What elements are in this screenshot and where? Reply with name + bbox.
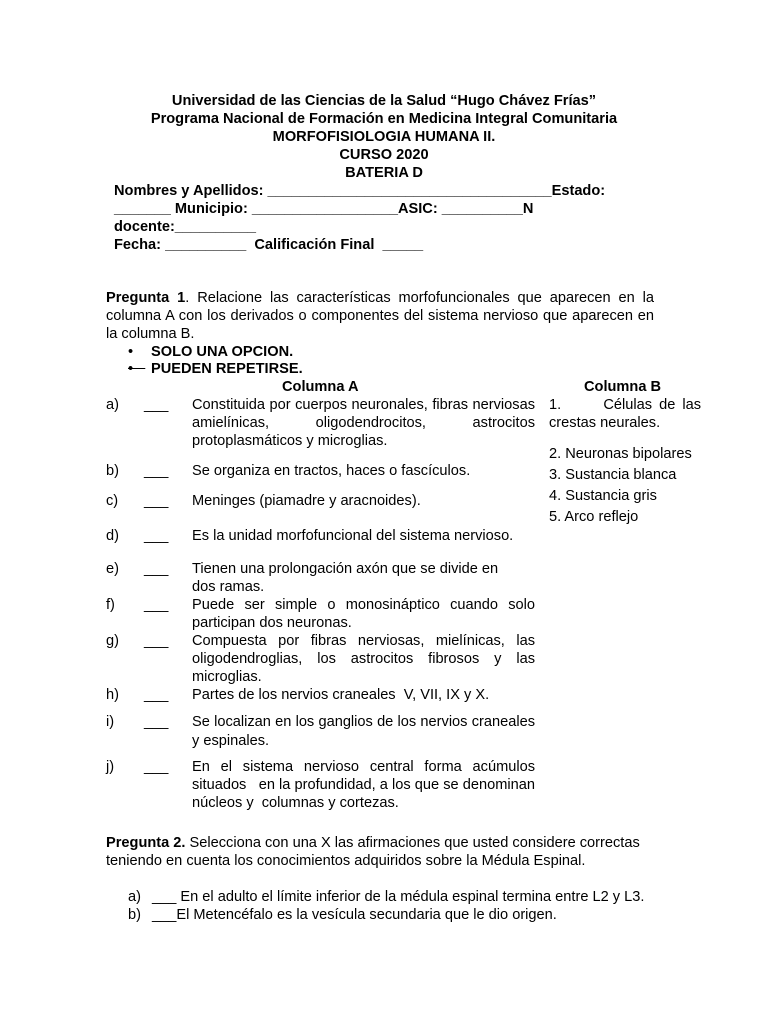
column-b-item-3: 3. Sustancia blanca bbox=[549, 467, 677, 483]
form-fecha[interactable]: Fecha: __________ bbox=[114, 237, 247, 253]
form-municipio-line[interactable]: _______ Municipio: __________________ASIC: __________N bbox=[114, 201, 534, 217]
bullet-dot-2: • bbox=[128, 361, 146, 377]
column-b-item-1: 1. Células de las crestas neurales. bbox=[549, 397, 706, 431]
item-letter: h) bbox=[106, 687, 119, 703]
answer-blank[interactable]: ___ bbox=[144, 714, 169, 730]
bullet-solo-una-opcion: SOLO UNA OPCION. bbox=[151, 344, 294, 360]
q2-item-letter-a: a) bbox=[128, 889, 141, 905]
column-b-item-2: 2. Neuronas bipolares bbox=[549, 446, 692, 462]
item-letter: c) bbox=[106, 493, 119, 509]
answer-blank[interactable]: ___ bbox=[144, 633, 169, 649]
item-text: Constituida por cuerpos neuronales, fibras nerviosas amielínicas, oligodendrocitos, astrocitos protoplasmáticos y microglias. bbox=[192, 397, 535, 449]
item-text: Tienen una prolongación axón que se divide en dos ramas. bbox=[192, 561, 499, 595]
answer-blank[interactable]: ___ bbox=[144, 561, 169, 577]
q2-item-a[interactable]: ___ En el adulto el límite inferior de la médula espinal termina entre L2 y L3. bbox=[152, 889, 645, 905]
item-letter: a) bbox=[106, 397, 119, 413]
item-letter: j) bbox=[106, 759, 115, 775]
question-2-title: Pregunta 2. bbox=[106, 835, 186, 851]
item-letter: b) bbox=[106, 463, 119, 479]
form-name-line[interactable]: Nombres y Apellidos: ___________________________________Estado: bbox=[114, 183, 606, 199]
form-calificacion[interactable]: Calificación Final _____ bbox=[254, 237, 424, 253]
header-course-name: MORFOFISIOLOGIA HUMANA II. bbox=[272, 129, 496, 145]
answer-blank[interactable]: ___ bbox=[144, 463, 169, 479]
answer-blank[interactable]: ___ bbox=[144, 759, 169, 775]
item-letter: d) bbox=[106, 528, 119, 544]
header-university: Universidad de las Ciencias de la Salud “Hugo Chávez Frías” bbox=[171, 93, 597, 109]
header-program: Programa Nacional de Formación en Medicina Integral Comunitaria bbox=[150, 111, 618, 127]
item-text: Puede ser simple o monosináptico cuando solo participan dos neuronas. bbox=[192, 597, 535, 631]
item-text: Partes de los nervios craneales V, VII, IX y X. bbox=[192, 687, 490, 703]
item-letter: i) bbox=[106, 714, 115, 730]
item-text: Es la unidad morfofuncional del sistema nervioso. bbox=[192, 528, 514, 544]
item-letter: e) bbox=[106, 561, 119, 577]
bullet-pueden-repetirse-text: PUEDEN REPETIRSE. bbox=[151, 361, 303, 377]
form-fecha-line[interactable] bbox=[114, 236, 654, 254]
question-2 bbox=[106, 834, 666, 870]
column-b-header: Columna B bbox=[584, 379, 662, 395]
item-text: Meninges (piamadre y aracnoides). bbox=[192, 493, 421, 509]
header-course-year: CURSO 2020 bbox=[339, 147, 429, 163]
bullet-pueden-repetirse bbox=[151, 360, 303, 378]
question-1-text: . Relacione las características morfofuncionales que aparecen en la columna A con los derivados o componentes del sistema nervioso que aparecen en la columna B. bbox=[106, 290, 655, 342]
answer-blank[interactable]: ___ bbox=[144, 397, 169, 413]
question-1-title: Pregunta 1 bbox=[106, 290, 186, 306]
form-docente-line[interactable]: docente:__________ bbox=[114, 219, 256, 235]
item-text: Se organiza en tractos, haces o fascículos. bbox=[192, 463, 471, 479]
item-text: En el sistema nervioso central forma acúmulos situados en la profundidad, a los que se denominan núcleos y columnas y cortezas. bbox=[192, 759, 540, 811]
q2-item-letter-b: b) bbox=[128, 907, 141, 923]
item-text: Compuesta por fibras nerviosas, mielínicas, las oligodendroglias, los astrocitos fibrosos y las microglias. bbox=[192, 633, 535, 685]
column-b-item-4: 4. Sustancia gris bbox=[549, 488, 657, 504]
item-letter: f) bbox=[106, 597, 115, 613]
header-battery: BATERIA D bbox=[345, 165, 423, 181]
answer-blank[interactable]: ___ bbox=[144, 597, 169, 613]
answer-blank[interactable]: ___ bbox=[144, 493, 169, 509]
item-text: Se localizan en los ganglios de los nervios craneales y espinales. bbox=[192, 714, 535, 749]
column-b-item-5: 5. Arco reflejo bbox=[549, 509, 639, 525]
bullet-dot-1: • bbox=[128, 344, 134, 360]
answer-blank[interactable]: ___ bbox=[144, 528, 169, 544]
answer-blank[interactable]: ___ bbox=[144, 687, 169, 703]
question-2-text: Selecciona con una X las afirmaciones que usted considere correctas teniendo en cuenta los conocimientos adquiridos sobre la Médula Espinal. bbox=[106, 835, 640, 869]
column-a-header: Columna A bbox=[282, 379, 359, 395]
q2-item-b[interactable]: ___El Metencéfalo es la vesícula secundaria que le dio origen. bbox=[152, 907, 557, 923]
item-letter: g) bbox=[106, 633, 119, 649]
question-1 bbox=[106, 289, 654, 343]
